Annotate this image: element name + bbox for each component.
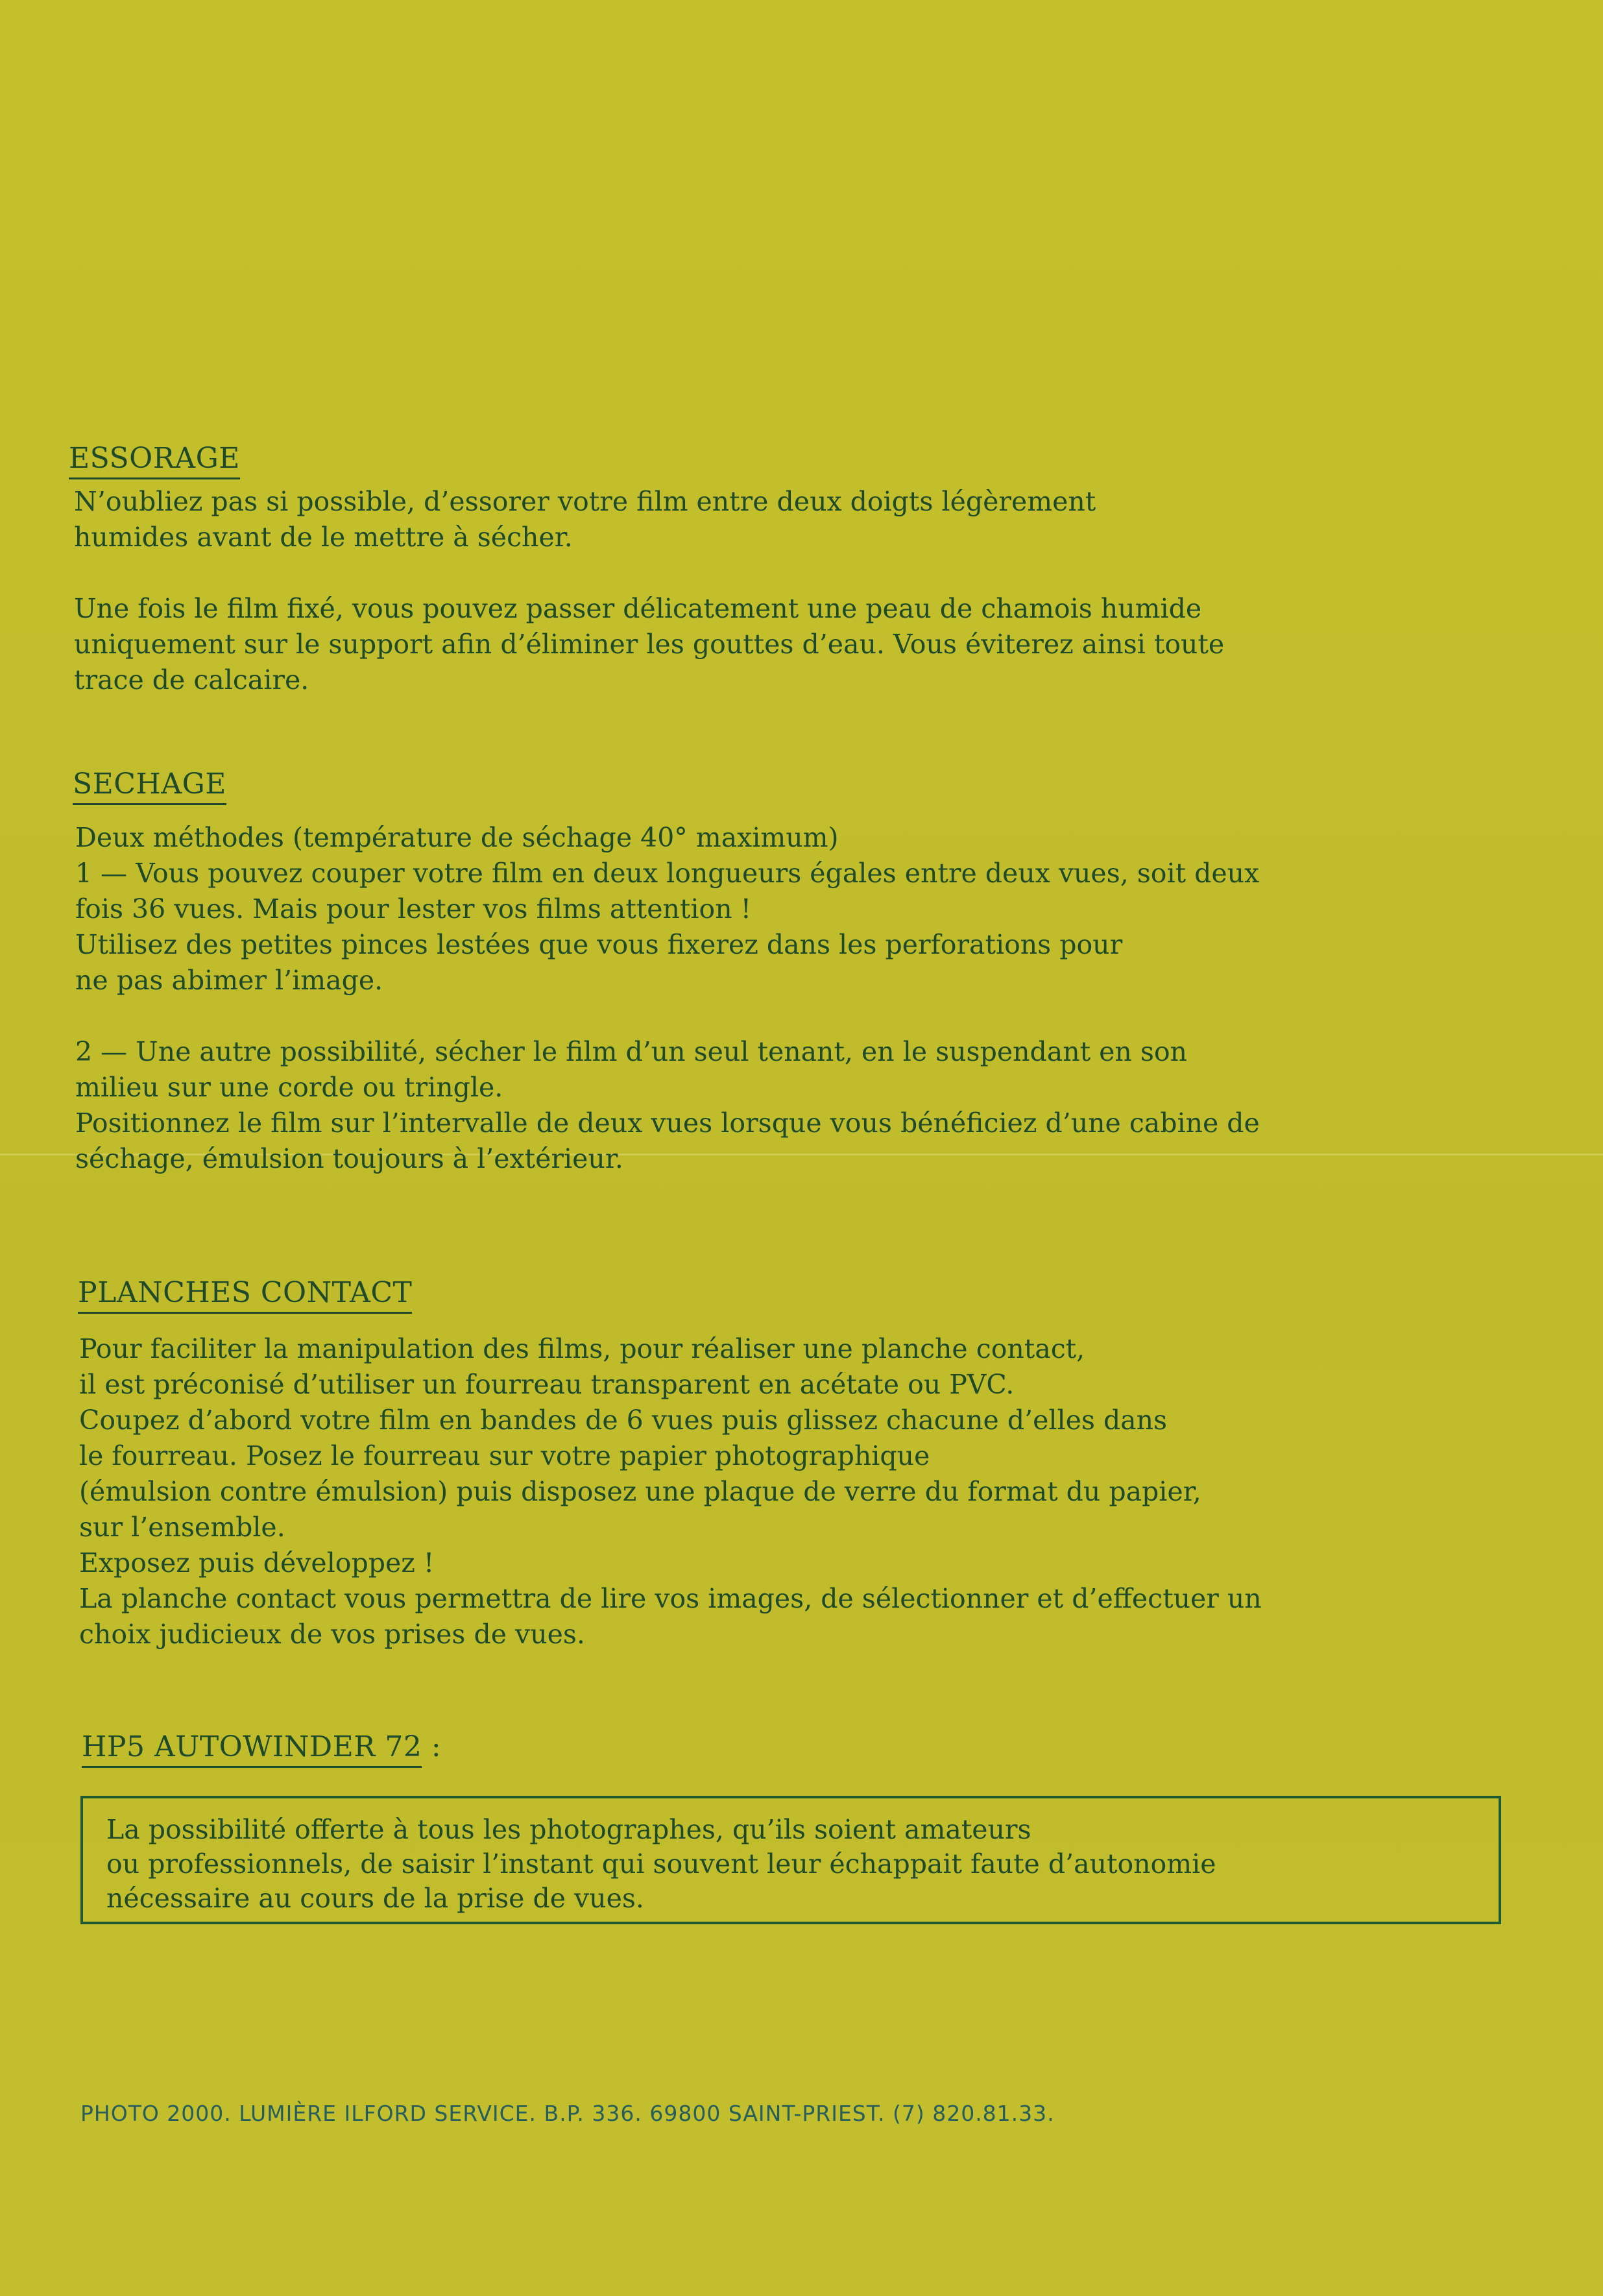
planches-line: Coupez d’abord votre film en bandes de 6 vues puis glissez chacune d’elles dans <box>79 1405 1168 1436</box>
sechage-heading-text: SECHAGE <box>73 767 226 805</box>
hp5-note-line: nécessaire au cours de la prise de vues. <box>106 1883 644 1914</box>
planches-line: Pour faciliter la manipulation des films, pour réaliser une planche contact, <box>79 1333 1085 1364</box>
sechage-line: fois 36 vues. Mais pour lester vos films attention ! <box>75 893 752 924</box>
sechage-line: 2 — Une autre possibilité, sécher le film d’un seul tenant, en le suspendant en son <box>75 1036 1187 1067</box>
planches-line: choix judicieux de vos prises de vues. <box>79 1619 585 1650</box>
sechage-line: Utilisez des petites pinces lestées que vous fixerez dans les perforations pour <box>75 929 1123 960</box>
planches-heading-text: PLANCHES CONTACT <box>78 1276 412 1314</box>
hp5-heading <box>82 1731 441 1763</box>
sechage-line: ne pas abimer l’image. <box>75 965 383 996</box>
planches-line: (émulsion contre émulsion) puis disposez une plaque de verre du format du papier, <box>79 1476 1201 1507</box>
sechage-line: Deux méthodes (température de séchage 40° maximum) <box>75 822 839 853</box>
planches-line: il est préconisé d’utiliser un fourreau transparent en acétate ou PVC. <box>79 1369 1015 1400</box>
planches-text <box>79 1331 1262 1652</box>
planches-line: sur l’ensemble. <box>79 1512 285 1543</box>
sechage-line: Positionnez le film sur l’intervalle de deux vues lorsque vous bénéficiez d’une cabine de <box>75 1107 1260 1139</box>
sechage-line: 1 — Vous pouvez couper votre film en deux longueurs égales entre deux vues, soit deux <box>75 858 1260 889</box>
footer-address: PHOTO 2000. LUMIÈRE ILFORD SERVICE. B.P. 336. 69800 SAINT-PRIEST. (7) 820.81.33. <box>80 2101 1055 2126</box>
sechage-line: séchage, émulsion toujours à l’extérieur. <box>75 1143 623 1174</box>
essorage-heading-text: ESSORAGE <box>69 442 240 479</box>
hp5-note-line: La possibilité offerte à tous les photographes, qu’ils soient amateurs <box>106 1814 1031 1845</box>
essorage-line: N’oubliez pas si possible, d’essorer votre film entre deux doigts légèrement <box>74 486 1096 517</box>
sechage-heading <box>73 768 226 801</box>
essorage-line: uniquement sur le support afin d’éliminer les gouttes d’eau. Vous éviterez ainsi toute <box>74 629 1225 660</box>
hp5-heading-colon: : <box>422 1730 442 1763</box>
hp5-boxed-note <box>80 1796 1501 1924</box>
essorage-text <box>74 484 1224 698</box>
essorage-line: Une fois le film fixé, vous pouvez passer délicatement une peau de chamois humide <box>74 593 1202 624</box>
essorage-heading <box>69 442 240 475</box>
sechage-text <box>75 820 1260 1177</box>
essorage-line: humides avant de le mettre à sécher. <box>74 522 573 553</box>
planches-heading <box>78 1277 412 1309</box>
planches-line: La planche contact vous permettra de lire vos images, de sélectionner et d’effectuer un <box>79 1583 1262 1614</box>
hp5-note-line: ou professionnels, de saisir l’instant qui souvent leur échappait faute d’autonomie <box>106 1848 1216 1879</box>
planches-line: Exposez puis développez ! <box>79 1547 435 1578</box>
essorage-line: trace de calcaire. <box>74 664 309 695</box>
hp5-heading-text: HP5 AUTOWINDER 72 <box>82 1730 422 1768</box>
planches-line: le fourreau. Posez le fourreau sur votre papier photographique <box>79 1440 930 1471</box>
sechage-line: milieu sur une corde ou tringle. <box>75 1072 503 1103</box>
